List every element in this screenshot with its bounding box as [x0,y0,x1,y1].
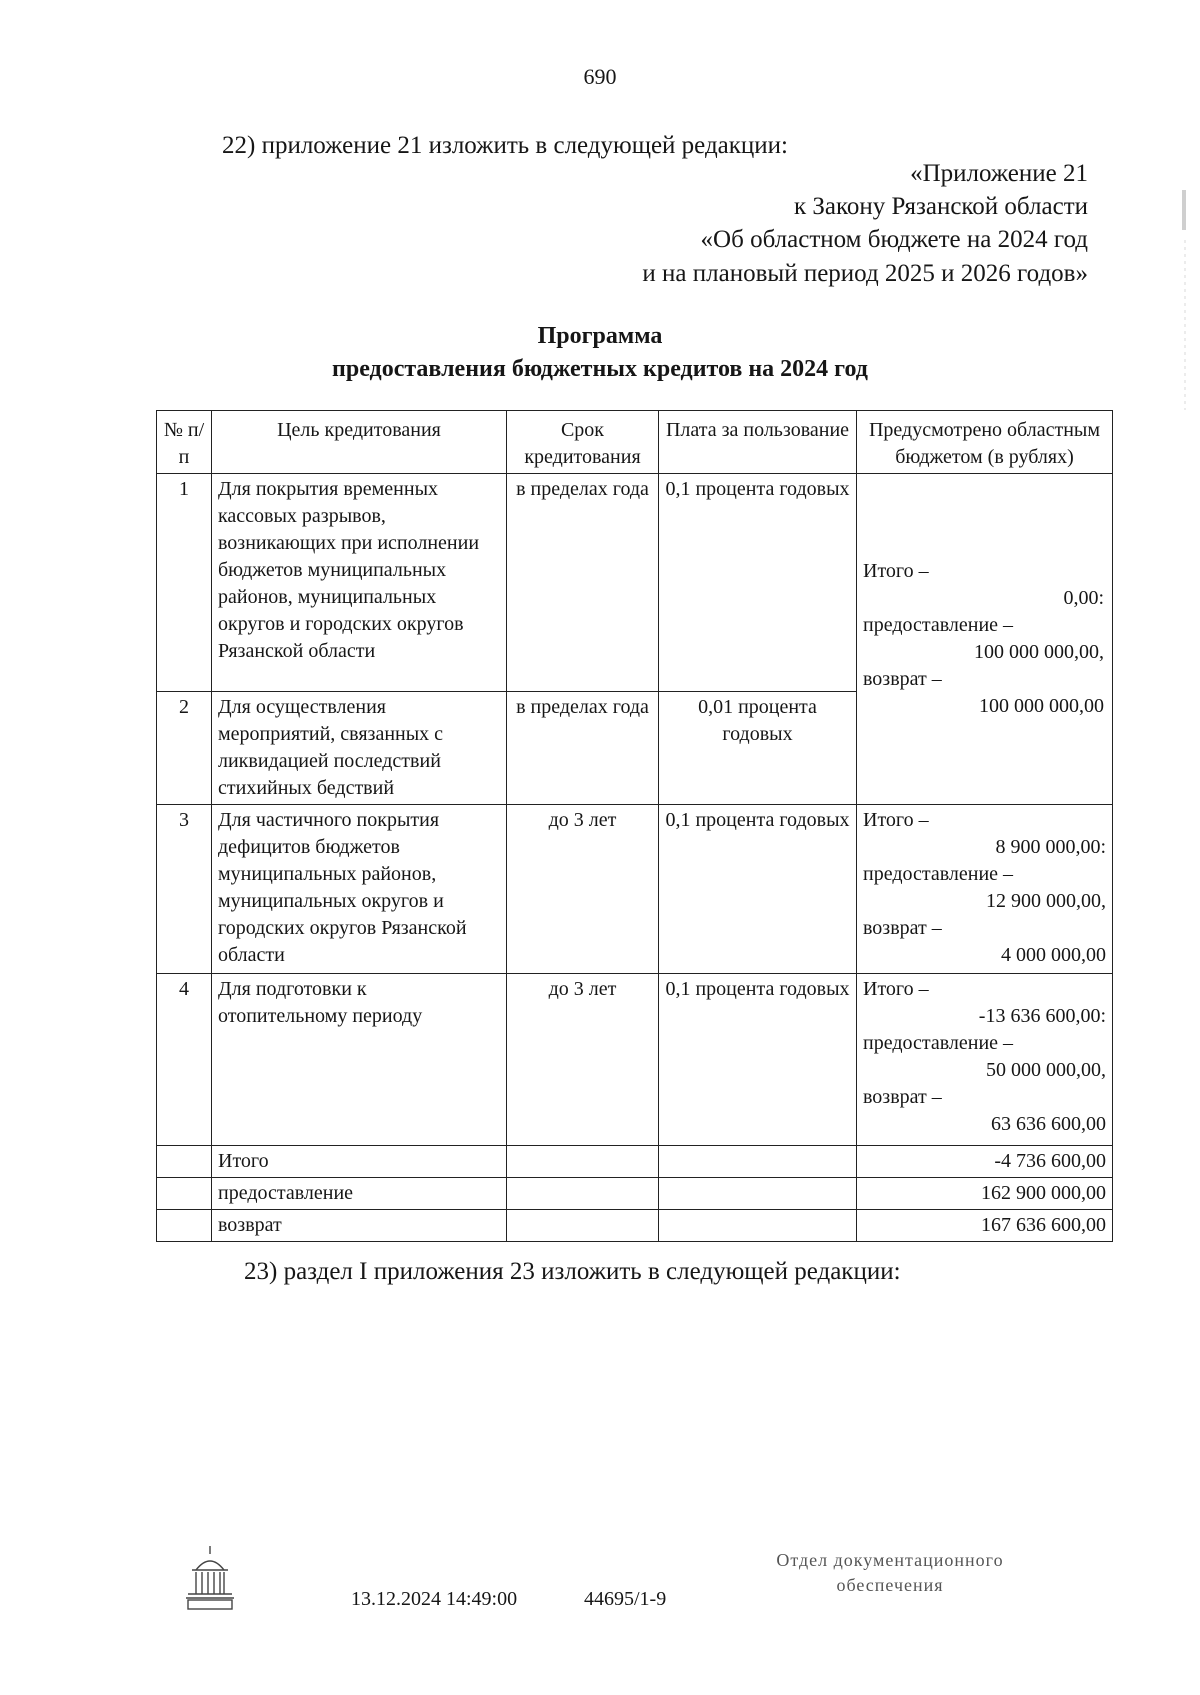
totals-empty-term [507,1210,659,1242]
total-label: Итого – [863,560,929,582]
totals-empty-fee [659,1146,857,1178]
department-stamp-line-1: Отдел документационного [776,1550,1004,1570]
total-value: -13 636 600,00: [978,1005,1106,1027]
provision-label: предоставление – [863,614,1014,636]
header-purpose: Цель кредитования [212,411,507,474]
annex-line-3: «Об областном бюджете на 2024 год [700,226,1088,253]
row-num: 2 [157,692,212,805]
header-num: № п/п [157,411,212,474]
budget-cell-rows-1-2 [857,474,1113,805]
intro-paragraph: 22) приложение 21 изложить в следующей редакции: [222,132,788,159]
row-num: 3 [157,805,212,974]
provision-label: предоставление – [863,1032,1014,1054]
return-label: возврат – [863,668,942,690]
provision-value: 100 000 000,00, [974,641,1104,663]
stamp-document-id: 44695/1-9 [584,1588,667,1610]
provision-label: предоставление – [863,863,1014,885]
total-label: Итого – [863,809,929,831]
annex-line-4: и на плановый период 2025 и 2026 годов» [642,260,1088,287]
provision-value: 50 000 000,00, [986,1059,1106,1081]
provision-value: 12 900 000,00, [986,890,1106,912]
annex-line-1: «Приложение 21 [910,160,1088,187]
row-fee: 0,1 процента годовых [659,805,857,974]
total-label: Итого – [863,978,929,1000]
page-number: 690 [583,64,617,89]
totals-empty-fee [659,1210,857,1242]
totals-provision-row [157,1178,1113,1210]
row-term: до 3 лет [507,974,659,1146]
scan-edge-marks [1180,180,1190,420]
department-stamp-line-2: обеспечения [836,1575,944,1595]
totals-empty-fee [659,1178,857,1210]
row-purpose: Для частичного покрытия дефицитов бюджетов муниципальных районов, муниципальных округов и городских округов Рязанской области [212,805,507,974]
header-term: Срок кредитования [507,411,659,474]
totals-empty-term [507,1146,659,1178]
row-purpose: Для покрытия временных кассовых разрывов, возникающих при исполнении бюджетов муниципальных районов, муниципальных округов и городских округов Рязанской области [212,474,507,692]
totals-empty-term [507,1178,659,1210]
row-term: до 3 лет [507,805,659,974]
row-purpose: Для осуществления мероприятий, связанных с ликвидацией последствий стихийных бедствий [212,692,507,805]
row-fee: 0,1 процента годовых [659,474,857,692]
row-term: в пределах года [507,692,659,805]
totals-empty-num [157,1178,212,1210]
header-fee: Плата за пользование [659,411,857,474]
stamp-timestamp: 13.12.2024 14:49:00 [351,1588,518,1610]
row-num: 4 [157,974,212,1146]
totals-provision-value: 162 900 000,00 [857,1178,1113,1210]
return-label: возврат – [863,1086,942,1108]
row-num: 1 [157,474,212,692]
credit-program-table [156,410,1113,1242]
row-fee: 0,1 процента годовых [659,974,857,1146]
table-row [157,805,1113,974]
row-fee: 0,01 процента годовых [659,692,857,805]
table-header-row [157,411,1113,474]
return-value: 63 636 600,00 [991,1113,1106,1135]
totals-empty-num [157,1146,212,1178]
totals-return-value: 167 636 600,00 [857,1210,1113,1242]
table-row [157,974,1113,1146]
totals-provision-label: предоставление [212,1178,507,1210]
next-paragraph: 23) раздел I приложения 23 изложить в следующей редакции: [244,1258,901,1285]
total-value: 0,00: [1063,587,1104,609]
duma-building-logo-icon [178,1542,242,1614]
document-subtitle: предоставления бюджетных кредитов на 2024 год [332,356,868,382]
header-budget: Предусмотрено областным бюджетом (в рублях) [857,411,1113,474]
document-title: Программа [537,323,663,349]
return-label: возврат – [863,917,942,939]
totals-row [157,1146,1113,1178]
budget-cell-row-4 [857,974,1113,1146]
totals-return-row [157,1210,1113,1242]
totals-return-label: возврат [212,1210,507,1242]
return-value: 100 000 000,00 [979,695,1104,717]
table-row [157,474,1113,692]
total-value: 8 900 000,00: [995,836,1106,858]
totals-value: -4 736 600,00 [857,1146,1113,1178]
totals-label: Итого [212,1146,507,1178]
row-purpose: Для подготовки к отопительному периоду [212,974,507,1146]
return-value: 4 000 000,00 [1001,944,1106,966]
budget-cell-row-3 [857,805,1113,974]
row-term: в пределах года [507,474,659,692]
totals-empty-num [157,1210,212,1242]
annex-line-2: к Закону Рязанской области [794,193,1088,220]
